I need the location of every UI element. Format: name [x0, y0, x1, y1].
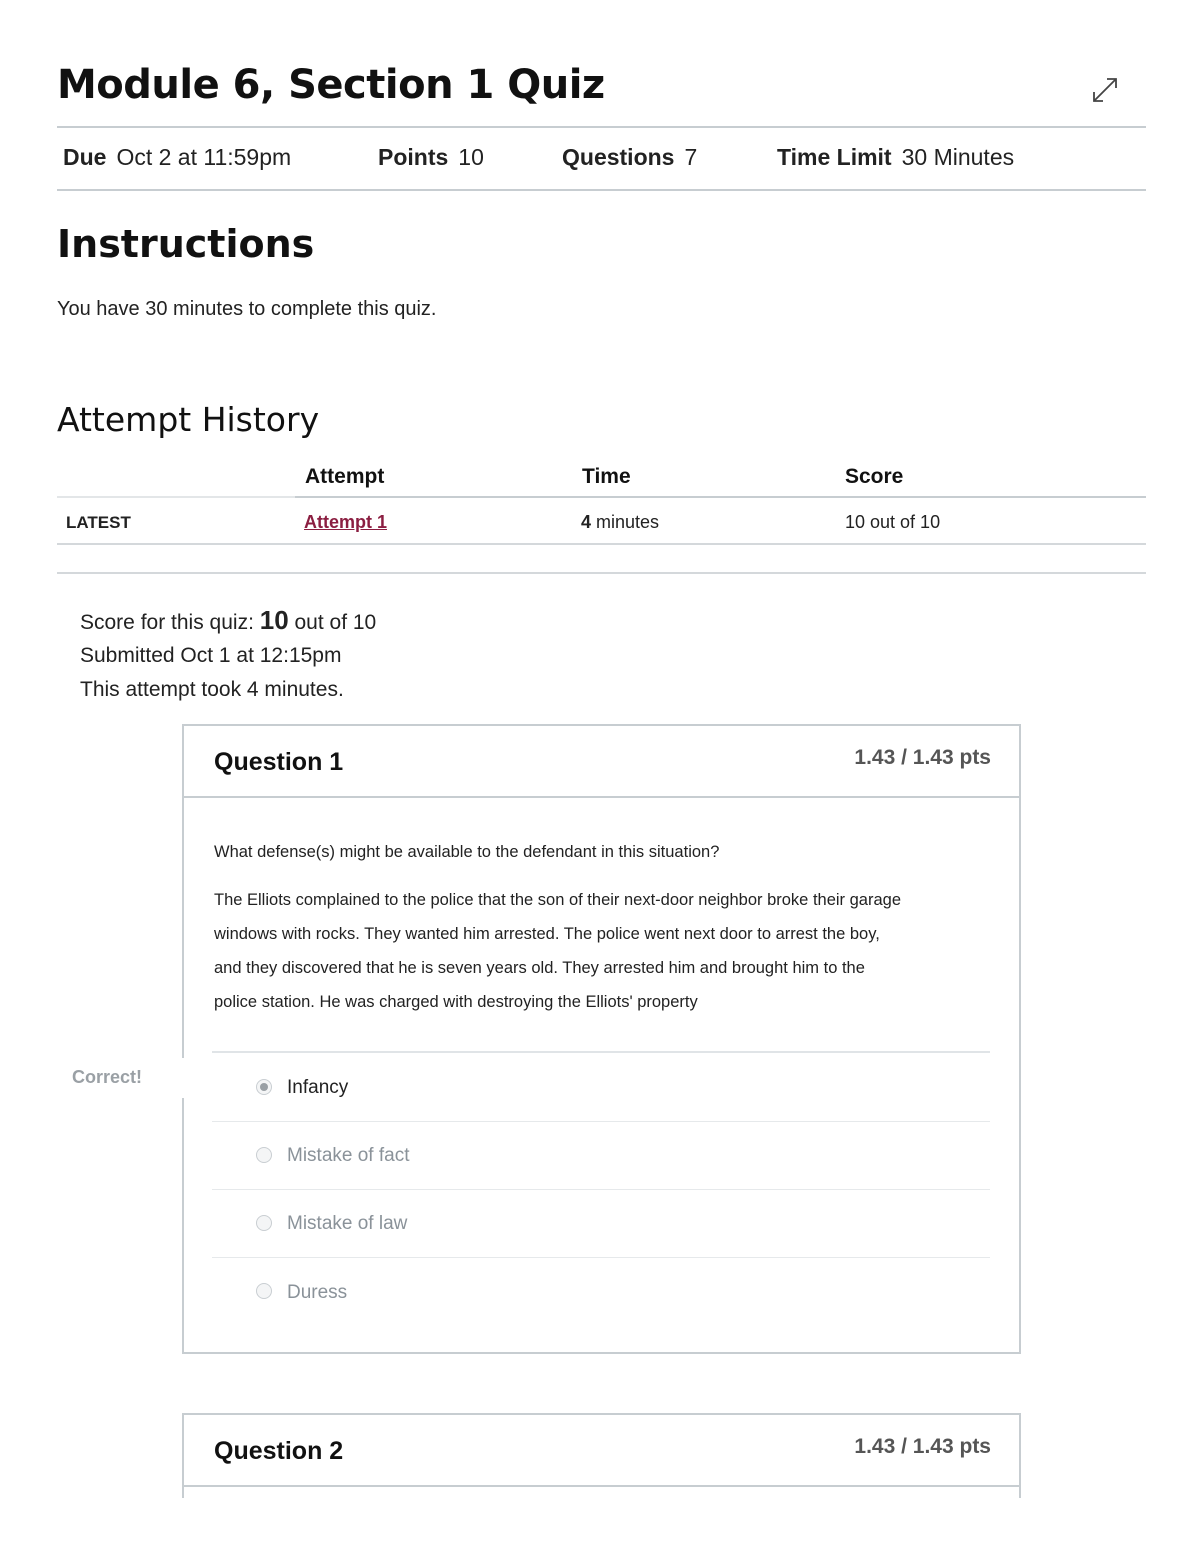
radio-duress[interactable]	[256, 1283, 272, 1299]
scenario-line: police station. He was charged with destroying the Elliots' property	[214, 993, 698, 1011]
answer-mistake-of-fact[interactable]: Mistake of fact	[287, 1145, 410, 1166]
due-label: Due	[63, 144, 107, 170]
quiz-score	[80, 605, 376, 636]
points	[378, 144, 484, 171]
question-card-1	[182, 724, 1021, 1354]
score-prefix: Score for this quiz:	[80, 611, 260, 634]
submitted-date: Submitted Oct 1 at 12:15pm	[80, 644, 342, 667]
points-label: Points	[378, 144, 449, 170]
questions-label: Questions	[562, 144, 675, 170]
question-scenario	[214, 883, 994, 1019]
answer-mistake-of-law[interactable]: Mistake of law	[287, 1213, 408, 1234]
time-limit	[777, 144, 1014, 171]
question-header	[184, 1415, 1019, 1487]
attempt-history-heading: Attempt History	[57, 400, 320, 439]
question-points: 1.43 / 1.43 pts	[854, 746, 991, 769]
meta-divider	[57, 189, 1146, 191]
section-divider	[57, 572, 1146, 574]
attempt-link-text[interactable]: Attempt 1	[304, 512, 388, 532]
scenario-line: and they discovered that he is seven years old. They arrested him and brought him to the	[214, 959, 865, 977]
due-date	[63, 144, 291, 171]
attempt-time-number: 4	[581, 512, 592, 532]
question-points: 1.43 / 1.43 pts	[854, 1435, 991, 1458]
instructions-heading: Instructions	[57, 222, 315, 266]
expand-arrows-icon[interactable]	[1089, 74, 1121, 106]
question-prompt: What defense(s) might be available to the defendant in this situation?	[214, 843, 720, 861]
scenario-line: windows with rocks. They wanted him arrested. The police went next door to arrest the boy,	[214, 925, 880, 943]
correct-answer-label: Correct!	[72, 1067, 143, 1087]
table-row-divider	[57, 543, 1146, 545]
correct-label-gap	[182, 1058, 184, 1098]
attempt-time	[581, 512, 659, 533]
scenario-line: The Elliots complained to the police that the son of their next-door neighbor broke their garage	[214, 891, 901, 909]
latest-label: LATEST	[66, 513, 131, 532]
attempt-link[interactable]	[304, 512, 387, 533]
answer-divider	[212, 1189, 990, 1190]
question-header	[184, 726, 1019, 798]
instructions-text: You have 30 minutes to complete this quiz.	[57, 298, 437, 320]
page-title: Module 6, Section 1 Quiz	[57, 62, 605, 108]
score-value: 10	[259, 605, 289, 635]
due-value: Oct 2 at 11:59pm	[116, 144, 292, 170]
attempt-duration: This attempt took 4 minutes.	[80, 678, 344, 701]
score-suffix: out of 10	[288, 611, 377, 634]
radio-infancy[interactable]	[256, 1079, 272, 1095]
page-cutoff	[180, 1498, 1025, 1558]
attempt-score: 10 out of 10	[845, 512, 941, 532]
attempt-time-unit: minutes	[596, 512, 660, 532]
questions-count	[562, 144, 697, 171]
points-value: 10	[458, 144, 484, 170]
question-title: Question 2	[214, 1437, 344, 1465]
answer-divider	[212, 1121, 990, 1122]
header-divider	[57, 126, 1146, 128]
radio-mistake-of-fact[interactable]	[256, 1147, 272, 1163]
answer-duress[interactable]: Duress	[287, 1282, 348, 1303]
column-header-attempt: Attempt	[305, 465, 385, 488]
radio-mistake-of-law[interactable]	[256, 1215, 272, 1231]
table-header-divider	[295, 496, 1146, 498]
answer-divider	[212, 1257, 990, 1258]
time-limit-label: Time Limit	[777, 144, 892, 170]
question-title: Question 1	[214, 748, 344, 776]
answer-infancy[interactable]: Infancy	[287, 1077, 349, 1098]
table-header-divider-left	[57, 496, 295, 498]
column-header-time: Time	[582, 465, 631, 488]
column-header-score: Score	[845, 465, 904, 488]
time-limit-value: 30 Minutes	[901, 144, 1015, 170]
answers-divider	[212, 1051, 990, 1053]
questions-value: 7	[684, 144, 698, 170]
